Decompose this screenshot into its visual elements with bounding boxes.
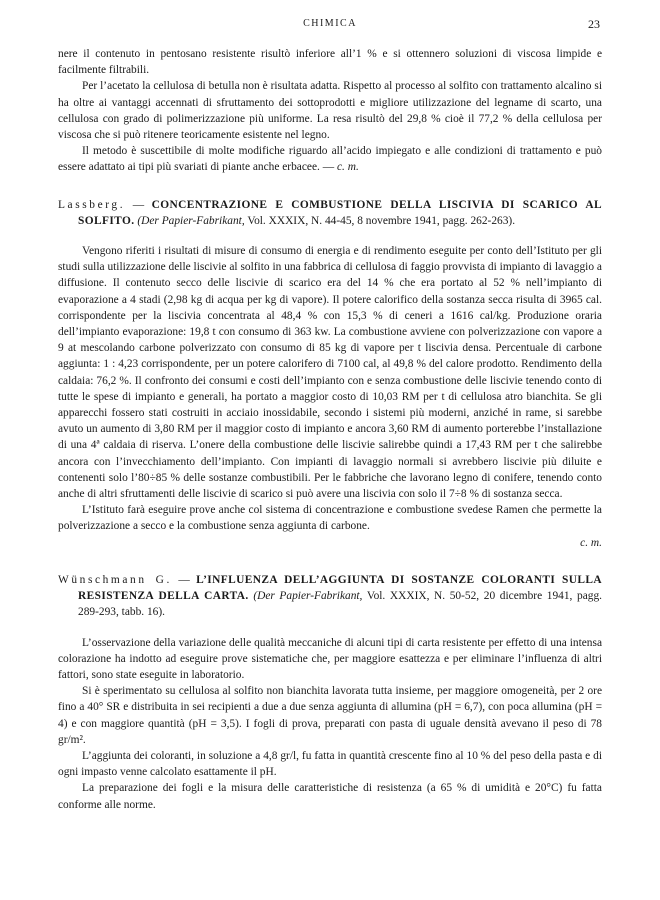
- article-paragraph: L’Istituto farà eseguire prove anche col sistema di concentrazione e combustione svedese Ramen che permette la polverizzazione a secco e la combustione senza aggiunta di carbone.: [58, 504, 602, 533]
- journal-name: (Der Papier-Fabrikant,: [137, 214, 245, 227]
- article-heading: [58, 572, 602, 621]
- page-number: 23: [588, 17, 600, 31]
- article-paragraph: L’aggiunta dei coloranti, in soluzione a 4,8 gr/l, fu fatta in quantità crescente fino al 10 % del peso della pasta e di ogni impasto venne calcolato esattamente il pH.: [58, 749, 602, 779]
- running-header: [60, 18, 600, 34]
- intro-paragraph-1: nere il contenuto in pentosano resistente risultò inferiore all’1 % e si ottennero soluzioni di viscosa limpide e facilmente filtrabili.: [58, 48, 602, 77]
- article-author: Wünschmann G.: [58, 573, 172, 586]
- article-citation: [137, 215, 515, 227]
- intro-paragraph-2: Per l’acetato la cellulosa di betulla non è risultata adatta. Rispetto al processo al solfito con trattamento alcalino si ha oltre ai vantaggi accennati di sfruttamento dei sottoprodotti e migliore utilizzazione del legname di scarto, una cellulosa con grado di polimerizzazione più uniforme. La resa risultò del 29,8 % cioè il 77,2 % della cellulosa per viscosa che si può ritenere teoricamente esistente nel legno.: [58, 80, 602, 142]
- heading-dash: —: [171, 573, 197, 586]
- signature: c. m.: [336, 161, 359, 174]
- main-text: [58, 46, 602, 813]
- article-paragraph: Vengono riferiti i risultati di misure di consumo di energia e di rendimento eseguite per conto dell’Istituto per gli studi sulla utilizzazione delle liscivie al solfito in una fabbrica di cellulosa di faggio provvista di impianto di lavaggio a diffusione. Il contenuto secco delle liscivie di scarico era del 14 % che era portato al 52 % nell’impianto di evaporazione a 4 stadi (2,98 kg di acqua per kg di vapore). Il potere calorifico della sostanza secca risulta di 3965 cal. corrispondente per la liscivia concentrata al 48,4 % con 15,3 % di ceneri a 1616 cal/kg. Produzione oraria dell’impianto evaporazione: 19,8 t con consumo di 363 kw. La combustione avviene con polverizzazione con vapore a 9 at mescolando carbone polverizzato con consumo di 85 kg di vapore per t liscivia densa. Percentuale di carbone aggiunta: 1 : 4,23 corrispondente, per un potere calorifero di 7100 cal, al 49,8 % del calore prodotto. Rendimento della caldaia: 76,2 %. Il confronto dei consumi e costi dell’impianto con e senza combustione delle liscivie tenendo conto di tutte le spese di impianto e generali, ha portato a maggior costo di 10,03 RM per t di cellulosa atro bianchita. Se gli apparecchi fossero stati costruiti in acciaio inossidabile, secondo i sistemi più moderni, anziché in rame, si sarebbe avuto un aumento di 3,80 RM per il maggior costo di impianto e ancora 3,60 RM di aumento porterebbe l’installazione di una 4ª caldaia di riserva. L’onere della combustione delle liscivie salirebbe quindi a 17,43 RM per t che salirebbe ancora con l’invecchiamento dell’impianto. Con impianti di lavaggio normali si avrebbero liscivie più diluite e contenenti solo l’80÷85 % delle sostanze combustibili. Per le fabbriche che lavorano legno di conifere, tenendo conto anche di altri sfruttamenti delle liscivie di scarico si può avere una liscivia con solo il 7÷8 % di sostanza secca.: [58, 245, 602, 501]
- article-title: L’INFLUENZA DELL’AGGIUNTA DI SOSTANZE COLORANTI SULLA RESISTENZA DELLA CARTA.: [78, 573, 602, 603]
- journal-name: (Der Papier-Fabrikant,: [253, 590, 363, 603]
- intro-paragraph-3: [58, 143, 602, 175]
- citation-details: Vol. XXXIX, N. 44-45, 8 novembre 1941, pagg. 262-263).: [244, 214, 516, 227]
- article-paragraph: La preparazione dei fogli e la misura delle caratteristiche di resistenza (a 65 % di umidità e 20°C) fu fatta conforme alle norme.: [58, 782, 602, 811]
- intro-paragraph-3-text: Il metodo è suscettibile di molte modifiche riguardo all’acido impiegato e alle condizioni di trattamento e può essere adattato ai tipi più svariati di piante anche erbacee. —: [58, 145, 602, 174]
- article-heading: [58, 197, 602, 229]
- article-title: CONCENTRAZIONE E COMBUSTIONE DELLA LISCIVIA DI SCARICO AL SOLFITO.: [78, 198, 602, 227]
- running-title: CHIMICA: [303, 18, 357, 29]
- article-paragraph: Si è sperimentato su cellulosa al solfito non bianchita lavorata tutta insieme, per maggiore omogeneità, per 2 ore fino a 40° SR e distribuita in sei recipienti a due a due senza aggiunta di allumina (pH = 6,7), con poca allumina (pH = 4) e con maggiore quantità (pH = 3,5). I fogli di prova, preparati con pasta di uguale densità avevano il peso di 78 gr/m².: [58, 685, 602, 746]
- citation-details: Vol. XXXIX, N. 50-52, 20 dicembre 1941, pagg. 289-293, tabb. 16).: [78, 590, 602, 619]
- signature: c. m.: [580, 536, 602, 549]
- heading-dash: —: [125, 198, 152, 211]
- article-paragraph: L’osservazione della variazione delle qualità meccaniche di alcuni tipi di carta resistente per effetto di una intensa colorazione ha indotto ad eseguire prove sistematiche che, per maggiore esattezza e per eliminare l’influenza di altri fattori, sono state eseguite in laboratorio.: [58, 636, 602, 681]
- article-author: Lassberg.: [58, 198, 126, 211]
